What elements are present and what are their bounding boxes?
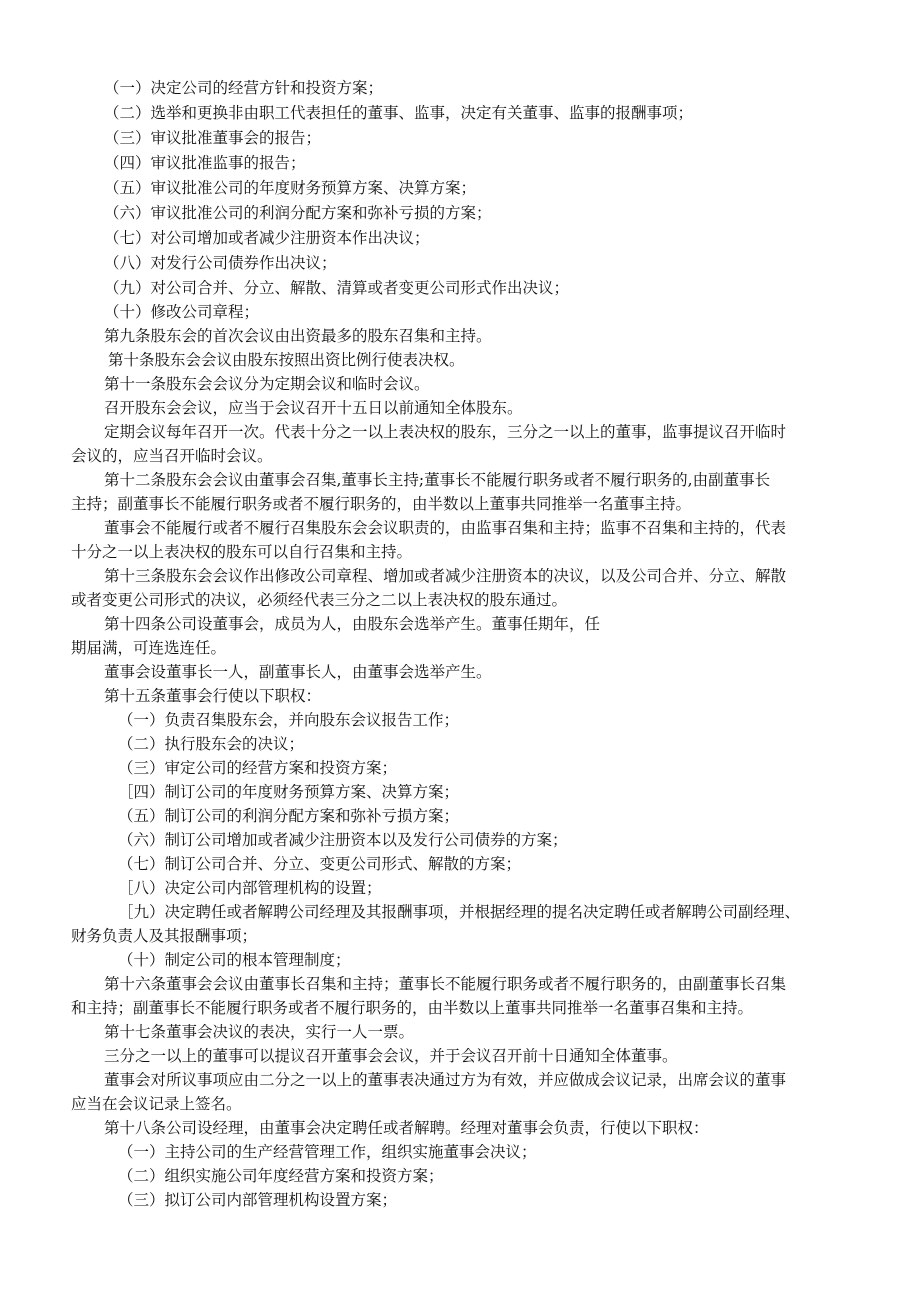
text-line: （二）执行股东会的决议； xyxy=(118,735,305,753)
text-line: （一）主持公司的生产经营管理工作，组织实施董事会决议； xyxy=(118,1143,537,1161)
text-line: （三）拟订公司内部管理机构设置方案； xyxy=(118,1191,398,1209)
text-line: （六）审议批准公司的利润分配方案和弥补亏损的方案； xyxy=(104,204,492,222)
text-line: 主持；副董事长不能履行职务或者不履行职务的，由半数以上董事共同推举一名董事主持。 xyxy=(71,495,692,513)
text-line: 定期会议每年召开一次。代表十分之一以上表决权的股东，三分之一以上的董事，监事提议召开临时 xyxy=(104,423,787,441)
text-line: （十）修改公司章程； xyxy=(104,303,260,321)
text-line: 第十五条董事会行使以下职权： xyxy=(104,687,322,705)
text-line: （七）制订公司合并、分立、变更公司形式、解散的方案； xyxy=(118,855,522,873)
text-line: 召开股东会会议，应当于会议召开十五日以前通知全体股东。 xyxy=(104,399,523,417)
text-line: 三分之一以上的董事可以提议召开董事会会议，并于会议召开前十日通知全体董事。 xyxy=(104,1047,678,1065)
text-line: 或者变更公司形式的决议，必须经代表三分之二以上表决权的股东通过。 xyxy=(71,591,568,609)
text-line: （三）审定公司的经营方案和投资方案； xyxy=(118,759,398,777)
text-line: 第十七条董事会决议的表决，实行一人一票。 xyxy=(104,1023,415,1041)
text-line: 第十四条公司设董事会，成员为人，由股东会选举产生。董事任期年，任 xyxy=(104,615,601,633)
text-line: （一）决定公司的经营方针和投资方案； xyxy=(104,79,384,97)
text-line: 董事会设董事长一人，副董事长人，由董事会选举产生。 xyxy=(104,663,492,681)
text-line: （六）制订公司增加或者减少注册资本以及发行公司债券的方案； xyxy=(118,831,568,849)
text-line: （五）制订公司的利润分配方案和弥补亏损方案； xyxy=(118,807,460,825)
text-line: ［四）制订公司的年度财务预算方案、决算方案； xyxy=(118,783,460,801)
text-line: （八）对发行公司债券作出决议； xyxy=(104,254,337,272)
text-line: （九）对公司合并、分立、解散、清算或者变更公司形式作出决议； xyxy=(104,279,570,297)
text-line: 第十八条公司设经理，由董事会决定聘任或者解聘。经理对董事会负责，行使以下职权： xyxy=(104,1119,709,1137)
text-line: 会议的，应当召开临时会议。 xyxy=(71,447,273,465)
text-line: ［八）决定公司内部管理机构的设置； xyxy=(118,879,382,897)
text-line: 和主持；副董事长不能履行职务或者不履行职务的，由半数以上董事共同推举一名董事召集和主持。 xyxy=(71,999,754,1017)
text-line: 财务负责人及其报酬事项； xyxy=(71,927,258,945)
text-line: 董事会不能履行或者不履行召集股东会会议职责的，由监事召集和主持；监事不召集和主持的，代表 xyxy=(104,519,787,537)
text-line: 第十六条董事会会议由董事长召集和主持；董事长不能履行职务或者不履行职务的，由副董事长召集 xyxy=(104,975,787,993)
text-line: 第十二条股东会会议由董事会召集,董事长主持;董事长不能履行职务或者不履行职务的,由副董事长 xyxy=(104,471,771,489)
text-line: （四）审议批准监事的报告； xyxy=(104,154,306,172)
text-line: （三）审议批准董事会的报告； xyxy=(104,129,322,147)
text-line: （十）制定公司的根本管理制度； xyxy=(118,951,351,969)
text-line: ［九）决定聘任或者解聘公司经理及其报酬事项，并根据经理的提名决定聘任或者解聘公司副经理、 xyxy=(118,903,801,921)
text-line: （二）选举和更换非由职工代表担任的董事、监事，决定有关董事、监事的报酬事项； xyxy=(104,104,694,122)
text-line: 期届满，可连选连任。 xyxy=(71,639,227,657)
text-line: 第九条股东会的首次会议由出资最多的股东召集和主持。 xyxy=(104,327,492,345)
text-line: 应当在会议记录上签名。 xyxy=(71,1095,242,1113)
text-line: 十分之一以上表决权的股东可以自行召集和主持。 xyxy=(71,543,413,561)
text-line: 董事会对所议事项应由二分之一以上的董事表决通过方为有效，并应做成会议记录，出席会议的董事 xyxy=(104,1071,787,1089)
text-line: 第十三条股东会会议作出修改公司章程、增加或者减少注册资本的决议，以及公司合并、分立、解散 xyxy=(104,567,787,585)
text-line: （二）组织实施公司年度经营方案和投资方案； xyxy=(118,1167,444,1185)
text-line: （七）对公司增加或者减少注册资本作出决议； xyxy=(104,229,430,247)
text-line: （五）审议批准公司的年度财务预算方案、决算方案； xyxy=(104,179,477,197)
text-line: 第十条股东会会议由股东按照出资比例行使表决权。 xyxy=(108,351,465,369)
text-line: （一）负责召集股东会，并向股东会议报告工作； xyxy=(118,711,460,729)
text-line: 第十一条股东会会议分为定期会议和临时会议。 xyxy=(104,375,430,393)
